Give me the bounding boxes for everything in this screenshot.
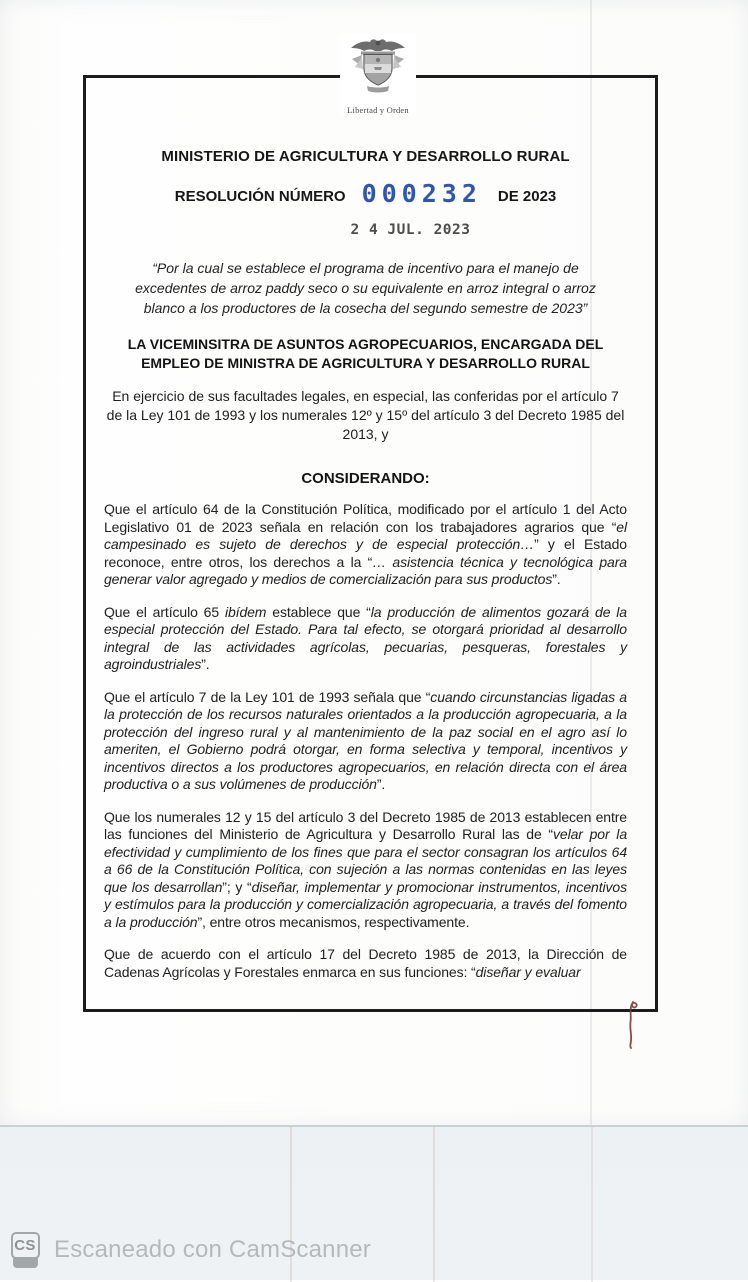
coat-of-arms bbox=[340, 34, 416, 116]
resolution-label: RESOLUCIÓN NÚMERO bbox=[174, 188, 346, 205]
resolution-number-stamp: 000232 bbox=[361, 179, 482, 208]
pen-mark bbox=[620, 998, 646, 1050]
considerando-paragraph-2: Que el artículo 65 ibídem establece que “la producción de alimentos gozará de la especial protección del Estado. Para tal efecto, se otorgará prioridad al desarrollo integral de las actividades agrícolas, pecuarias, pesqueras, forestales y agroindustriales”. bbox=[104, 603, 627, 672]
authority-heading: LA VICEMINSITRA DE ASUNTOS AGROPECUARIOS, ENCARGADA DEL EMPLEO DE MINISTRA DE AGRICULTURA Y DESARROLLO RURAL bbox=[127, 336, 604, 371]
scan-artifact-streak bbox=[433, 1127, 435, 1282]
camscanner-logo-icon bbox=[8, 1232, 42, 1268]
resolution-year: DE 2023 bbox=[497, 188, 557, 205]
camscanner-badge-label: CS bbox=[11, 1232, 40, 1259]
emblem-caption: Libertad y Orden bbox=[347, 105, 409, 115]
scan-artifact-streak bbox=[591, 1127, 593, 1282]
ministry-title: MINISTERIO DE AGRICULTURA Y DESARROLLO RURAL bbox=[161, 148, 570, 165]
watermark-text: Escaneado con CamScanner bbox=[54, 1236, 371, 1263]
considerando-paragraph-1: Que el artículo 64 de la Constitución Política, modificado por el artículo 1 del Acto Legislativo 01 de 2023 señala en relación con los trabajadores agrarios que “el campesinado es sujeto de derechos y de especial protección…” y el Estado reconoce, entre otros, los derechos a la “… asistencia técnica y tecnológica para generar valor agregado y medios de comercialización para sus productos”. bbox=[104, 501, 627, 587]
camscanner-badge-base bbox=[13, 1258, 38, 1268]
camscanner-watermark bbox=[8, 1232, 371, 1268]
colombia-coat-of-arms-icon bbox=[347, 36, 409, 98]
faculties-text: En ejercicio de sus facultades legales, en especial, las conferidas por el artículo 7 de la Ley 101 de 1993 y los numerales 12º y 15º del artículo 3 del Decreto 1985 del 2013, y bbox=[106, 388, 625, 442]
document-body bbox=[86, 148, 655, 981]
considerando-paragraph-4: Que los numerales 12 y 15 del artículo 3 del Decreto 1985 de 2013 establecen entre las funciones del Ministerio de Agricultura y Desarrollo Rural las de “velar por la efectividad y cumplimiento de los fines que para el sector consagran los artículos 64 a 66 de la Constitución Política, con sujeción a las normas contenidas en las leyes que los desarrollan”; y “diseñar, implementar y promocionar instrumentos, incentivos y estímulos para la producción y comercialización agropecuaria, a través del fomento a la producción”, entre otros mecanismos, respectivamente. bbox=[104, 808, 627, 930]
considerando-heading: CONSIDERANDO: bbox=[301, 470, 430, 487]
date-stamp: 2 4 JUL. 2023 bbox=[350, 222, 471, 238]
document-frame bbox=[83, 75, 658, 1012]
considerando-paragraph-5: Que de acuerdo con el artículo 17 del Decreto 1985 de 2013, la Dirección de Cadenas Agrícolas y Forestales enmarca en sus funciones: “diseñar y evaluar bbox=[104, 946, 627, 980]
considerando-paragraphs bbox=[104, 501, 627, 981]
resolution-line bbox=[104, 178, 627, 207]
subject-quote: “Por la cual se establece el programa de incentivo para el manejo de excedentes de arroz paddy seco o su equivalente en arroz integral o arroz blanco a los productores de la cosecha del segundo semestre de 2023” bbox=[135, 260, 596, 316]
considerando-paragraph-3: Que el artículo 7 de la Ley 101 de 1993 señala que “cuando circunstancias ligadas a la protección de los recursos naturales orientados a la producción agropecuaria, a la protección del ingreso rural y al mantenimiento de la paz social en el agro así lo ameriten, el Gobierno podrá otorgar, en forma selectiva y temporal, incentivos y incentivos directos a los productores agropecuarios, en relación directa con el área productiva o a sus volúmenes de producción”. bbox=[104, 688, 627, 792]
